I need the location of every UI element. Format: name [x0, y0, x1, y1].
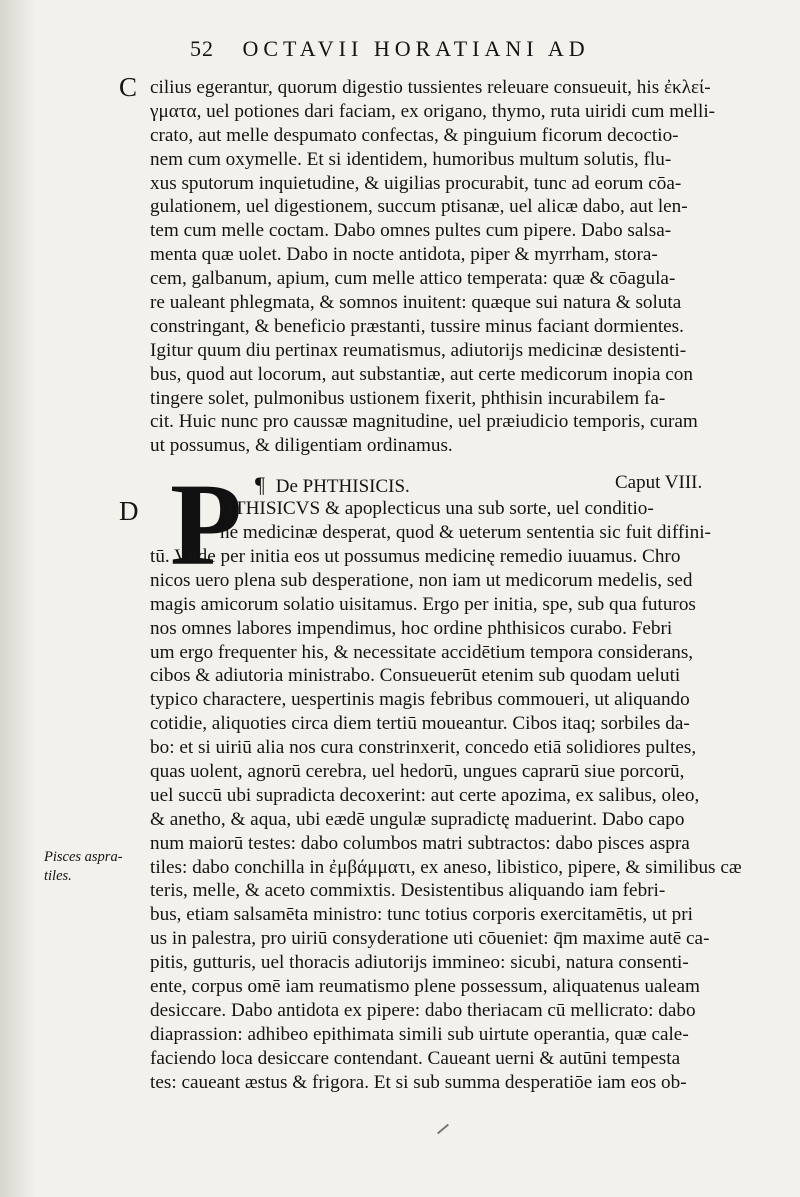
text-line: us in palestra, pro uiriū consyderatione uti cōueniet: q̄m maxime autē ca-	[150, 928, 710, 950]
drop-cap: P	[170, 459, 243, 590]
text-block-2	[150, 545, 792, 1094]
text-line: num maiorū testes: dabo columbos matri subtractos: dabo pisces aspra	[150, 832, 690, 854]
text-line: gulationem, uel digestionem, succum ptisanæ, uel alicæ dabo, aut len-	[150, 196, 688, 218]
text-line: pitis, gutturis, uel thoracis adiutorijs immineo: sicubi, natura consenti-	[150, 952, 689, 974]
text-line: tingere solet, pulmonibus ustionem fixerit, phthisin incurabilem fa-	[150, 387, 666, 409]
page-number: 52	[190, 36, 214, 61]
text-line: constringant, & beneficio præstanti, tussire minus faciant dormientes.	[150, 315, 684, 337]
text-line: faciendo loca desiccare contendant. Caueant uerni & autūni tempesta	[150, 1047, 681, 1069]
text-line: tū. Vnde per initia eos ut possumus medicinę remedio iuuamus. Chro	[150, 546, 681, 567]
chapter-title: De PHTHISICIS.	[275, 476, 410, 497]
indented-lines	[220, 497, 790, 545]
text-line: tes: caueant æstus & frigora. Et si sub summa desperatiōe iam eos ob-	[150, 1071, 687, 1093]
text-line: bo: et si uiriū alia nos cura constrinxerit, concedo etiā solidiores pultes,	[150, 737, 697, 759]
text-line: bus, etiam salsamēta ministro: tunc totius corporis exercitamētis, ut pri	[150, 904, 693, 926]
text-line: cotidie, aliquoties circa diem tertiū moueantur. Cibos itaq; sorbiles da-	[150, 713, 690, 735]
text-line: ne medicinæ desperat, quod & ueterum sententia sic fuit diffini-	[220, 521, 711, 543]
text-line: xus sputorum inquietudine, & uigilias procurabit, tunc ad eorum cōa-	[150, 172, 682, 194]
text-line: uel succū ubi supradicta decoxerint: aut certe apozima, ex salibus, oleo,	[150, 784, 700, 806]
text-line: magis amicorum solatio uisitamus. Ergo per initia, spe, sub qua futuros	[150, 593, 696, 615]
text-line: cem, galbanum, apium, cum melle attico temperata: quæ & cōagula-	[150, 268, 676, 290]
text-line: menta quæ uolet. Dabo in nocte antidota, piper & myrrham, stora-	[150, 244, 658, 266]
text-line: tem cum melle coctam. Dabo omnes pultes cum pipere. Dabo salsa-	[150, 220, 672, 242]
text-line: bus, quod aut locorum, aut substantiæ, aut certe medicorum inopia con	[150, 363, 693, 385]
pilcrow-icon: ¶	[255, 472, 265, 497]
text-line: tiles: dabo conchilla in ἐμβάμματι, ex aneso, libistico, pipere, & similibus cæ	[150, 856, 742, 878]
running-header	[190, 36, 590, 62]
section-letter-c: C	[119, 72, 138, 102]
section-letter-d: D	[119, 496, 139, 526]
text-block-1	[150, 76, 792, 458]
scan-mark	[437, 1124, 449, 1135]
margin-note: Pisces aspra- tiles.	[44, 849, 123, 884]
text-line: γματα, uel potiones dari faciam, ex origano, thymo, ruta uiridi cum melli-	[150, 100, 716, 122]
text-line: typico charactere, uespertinis magis febribus commoueri, ut aliquando	[150, 689, 690, 711]
text-line: cit. Huic nunc pro caussæ magnitudine, uel præiudicio temporis, curam	[150, 411, 698, 433]
text-line: re ualeant phlegmata, & somnos inuitent: quæque sui natura & soluta	[150, 292, 682, 314]
text-line: teris, melle, & aceto commixtis. Desistentibus aliquando iam febri-	[150, 880, 666, 902]
text-line: Igitur quum diu pertinax reumatismus, adiutorijs medicinæ desistenti-	[150, 339, 687, 361]
text-line: crato, aut melle despumato confectas, & pinguium ficorum decoctio-	[150, 124, 679, 146]
text-line: ente, corpus omē iam reumatismo plene possessum, aliquatenus ualeam	[150, 976, 700, 998]
running-title: OCTAVII HORATIANI AD	[242, 36, 590, 61]
binding-shadow	[0, 0, 36, 1197]
text-line: HTHISICVS & apoplecticus una sub sorte, uel conditio-	[220, 498, 654, 519]
text-line: um ergo frequenter his, & necessitate accidētium tempora considerans,	[150, 641, 694, 663]
text-line: nos omnes labores impendimus, hoc ordine phthisicos curabo. Febri	[150, 617, 673, 639]
text-line: cibos & adiutoria ministrabo. Consueuerūt etenim sub quodam ueluti	[150, 665, 681, 687]
text-line: ut possumus, & diligentiam ordinamus.	[150, 435, 453, 457]
chapter-heading	[255, 472, 785, 498]
text-line: cilius egerantur, quorum digestio tussientes releuare consueuit, his ἐκλεί-	[150, 77, 711, 98]
text-line: quas uolent, agnorū cerebra, uel hedorū, ungues caprarū siue porcorū,	[150, 761, 685, 783]
text-line: nem cum oxymelle. Et si identidem, humoribus multum solutis, flu-	[150, 148, 672, 170]
text-line: diaprassion: adhibeo epithimata simili sub uirtute operantia, quæ cale-	[150, 1023, 689, 1045]
text-line: & anetho, & aqua, ubi eædē ungulæ supradictę maduerint. Dabo capo	[150, 808, 685, 830]
text-line: nicos uero plena sub desperatione, non iam ut medicorum medelis, sed	[150, 569, 693, 591]
chapter-number: Caput VIII.	[615, 472, 703, 493]
text-line: desiccare. Dabo antidota ex pipere: dabo theriacam cū mellicrato: dabo	[150, 999, 696, 1021]
